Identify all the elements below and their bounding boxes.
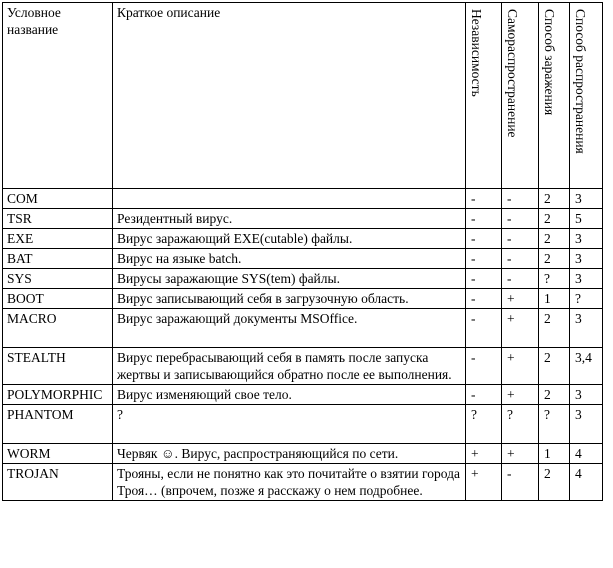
cell-spread-method: 3 (570, 189, 603, 209)
cell-name: TROJAN (3, 464, 113, 501)
table-row (3, 309, 603, 348)
cell-spread-method: ? (570, 289, 603, 309)
cell-independence: + (466, 464, 502, 501)
cell-description: Вирус заражающий EXE(cutable) файлы. (113, 229, 466, 249)
cell-self-spread: - (502, 249, 539, 269)
cell-description: Трояны, если не понятно как это почитайте о взятии города Троя… (впрочем, позже я расскажу о нем подробнее. (113, 464, 466, 501)
header-spread-method (570, 3, 603, 189)
cell-name: STEALTH (3, 348, 113, 385)
cell-description: Червяк ☺. Вирус, распространяющийся по сети. (113, 444, 466, 464)
header-self-spread-label: Самораспространение (505, 9, 520, 138)
cell-description: Вирус на языке batch. (113, 249, 466, 269)
cell-description: Резидентный вирус. (113, 209, 466, 229)
cell-independence: - (466, 229, 502, 249)
cell-name: PHANTOM (3, 405, 113, 444)
cell-independence: - (466, 309, 502, 348)
table-row (3, 209, 603, 229)
cell-spread-method: 3 (570, 385, 603, 405)
cell-description: Вирус перебрасывающий себя в память после запуска жертвы и записывающийся обратно после ее выполнения. (113, 348, 466, 385)
header-description: Краткое описание (113, 3, 466, 189)
cell-infection-method: 2 (539, 189, 570, 209)
cell-self-spread: + (502, 444, 539, 464)
cell-spread-method: 3 (570, 269, 603, 289)
cell-description: Вирус заражающий документы MSOffice. (113, 309, 466, 348)
table-row (3, 289, 603, 309)
cell-spread-method: 3 (570, 249, 603, 269)
cell-name: BAT (3, 249, 113, 269)
cell-description (113, 189, 466, 209)
table-row (3, 385, 603, 405)
cell-infection-method: ? (539, 269, 570, 289)
header-infection-method-label: Способ заражения (542, 9, 557, 116)
table-row (3, 189, 603, 209)
cell-infection-method: 2 (539, 229, 570, 249)
virus-classification-table (2, 2, 603, 501)
cell-spread-method: 3 (570, 405, 603, 444)
cell-infection-method: 2 (539, 249, 570, 269)
cell-spread-method: 3 (570, 229, 603, 249)
header-self-spread (502, 3, 539, 189)
cell-spread-method: 4 (570, 464, 603, 501)
cell-self-spread: ? (502, 405, 539, 444)
cell-name: WORM (3, 444, 113, 464)
header-row (3, 3, 603, 189)
cell-self-spread: - (502, 229, 539, 249)
table-row (3, 269, 603, 289)
cell-name: MACRO (3, 309, 113, 348)
cell-description: ? (113, 405, 466, 444)
cell-name: SYS (3, 269, 113, 289)
table-row (3, 348, 603, 385)
cell-name: BOOT (3, 289, 113, 309)
cell-name: COM (3, 189, 113, 209)
cell-self-spread: + (502, 289, 539, 309)
cell-name: TSR (3, 209, 113, 229)
cell-spread-method: 3 (570, 309, 603, 348)
table-row (3, 464, 603, 501)
cell-independence: - (466, 269, 502, 289)
header-infection-method (539, 3, 570, 189)
cell-spread-method: 4 (570, 444, 603, 464)
header-independence (466, 3, 502, 189)
cell-independence: - (466, 348, 502, 385)
cell-self-spread: - (502, 209, 539, 229)
table-row (3, 444, 603, 464)
cell-infection-method: 2 (539, 348, 570, 385)
cell-infection-method: 2 (539, 385, 570, 405)
cell-self-spread: - (502, 189, 539, 209)
cell-infection-method: 2 (539, 309, 570, 348)
cell-description: Вирус записывающий себя в загрузочную область. (113, 289, 466, 309)
cell-independence: - (466, 189, 502, 209)
table-row (3, 405, 603, 444)
table-row (3, 229, 603, 249)
cell-infection-method: 2 (539, 464, 570, 501)
cell-independence: + (466, 444, 502, 464)
cell-description: Вирусы заражающие SYS(tem) файлы. (113, 269, 466, 289)
cell-self-spread: + (502, 309, 539, 348)
header-independence-label: Независимость (469, 9, 484, 97)
cell-independence: - (466, 249, 502, 269)
cell-infection-method: 2 (539, 209, 570, 229)
cell-self-spread: + (502, 385, 539, 405)
header-name: Условное название (3, 3, 113, 189)
cell-infection-method: 1 (539, 444, 570, 464)
cell-independence: - (466, 385, 502, 405)
cell-name: EXE (3, 229, 113, 249)
cell-spread-method: 5 (570, 209, 603, 229)
table-row (3, 249, 603, 269)
cell-name: POLYMORPHIC (3, 385, 113, 405)
header-spread-method-label: Способ распространения (573, 9, 588, 154)
cell-self-spread: + (502, 348, 539, 385)
cell-independence: ? (466, 405, 502, 444)
cell-infection-method: 1 (539, 289, 570, 309)
cell-independence: - (466, 209, 502, 229)
cell-infection-method: ? (539, 405, 570, 444)
cell-independence: - (466, 289, 502, 309)
cell-self-spread: - (502, 269, 539, 289)
cell-description: Вирус изменяющий свое тело. (113, 385, 466, 405)
cell-spread-method: 3,4 (570, 348, 603, 385)
cell-self-spread: - (502, 464, 539, 501)
